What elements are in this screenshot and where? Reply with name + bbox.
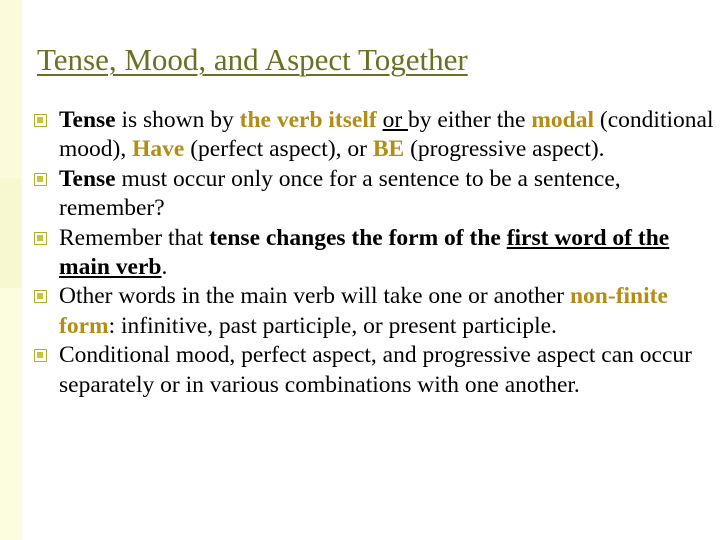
bullet-text xyxy=(59,283,668,338)
square-bullet-icon xyxy=(34,349,47,362)
bullet-text xyxy=(59,225,669,280)
bullet-item xyxy=(26,341,716,400)
square-bullet-icon xyxy=(34,232,47,245)
underlined-text: or xyxy=(382,107,409,133)
side-bar-band xyxy=(0,288,22,540)
square-bullet-icon xyxy=(34,290,47,303)
text-segment: . xyxy=(161,254,168,281)
highlighted-term: modal xyxy=(531,107,595,133)
text-segment: tense changes the form of the xyxy=(209,224,507,251)
decorative-side-bar xyxy=(0,0,22,540)
bullet-text xyxy=(59,342,692,397)
text-segment: (progressive aspect). xyxy=(404,136,605,163)
text-segment: by either the xyxy=(408,107,532,133)
side-bar-band xyxy=(0,178,22,288)
bullet-item xyxy=(26,106,716,165)
underlined-text: first word of the main verb xyxy=(59,224,670,281)
bullet-item xyxy=(26,282,716,341)
text-segment: Conditional mood, perfect aspect, and progressive aspect can occur separately or in various combinations with one another. xyxy=(59,342,692,398)
text-segment: Tense xyxy=(59,107,116,133)
text-segment: is shown by xyxy=(115,107,240,133)
highlighted-term: BE xyxy=(372,136,405,163)
text-segment: (perfect aspect), or xyxy=(184,136,373,163)
highlighted-term: the verb itself xyxy=(239,107,377,133)
highlighted-term: Have xyxy=(132,136,185,163)
text-segment: (conditional mood), xyxy=(59,107,714,163)
square-bullet-icon xyxy=(34,173,47,186)
square-bullet-icon xyxy=(34,114,47,127)
bullet-item xyxy=(26,165,716,224)
bullet-text xyxy=(59,166,621,221)
bullet-list xyxy=(26,106,716,400)
side-bar-band xyxy=(0,0,22,178)
text-segment: Tense xyxy=(59,165,116,192)
bullet-text xyxy=(59,107,713,162)
slide-title: Tense, Mood, and Aspect Together xyxy=(37,42,468,77)
bullet-item xyxy=(26,224,716,283)
text-segment: Other words in the main verb will take one or another xyxy=(59,283,570,310)
highlighted-term: non-finite form xyxy=(59,283,668,339)
text-segment: Remember that xyxy=(59,224,210,251)
text-segment: must occur only once for a sentence to be a sentence, remember? xyxy=(59,165,621,222)
text-segment: : infinitive, past participle, or present participle. xyxy=(108,312,557,339)
